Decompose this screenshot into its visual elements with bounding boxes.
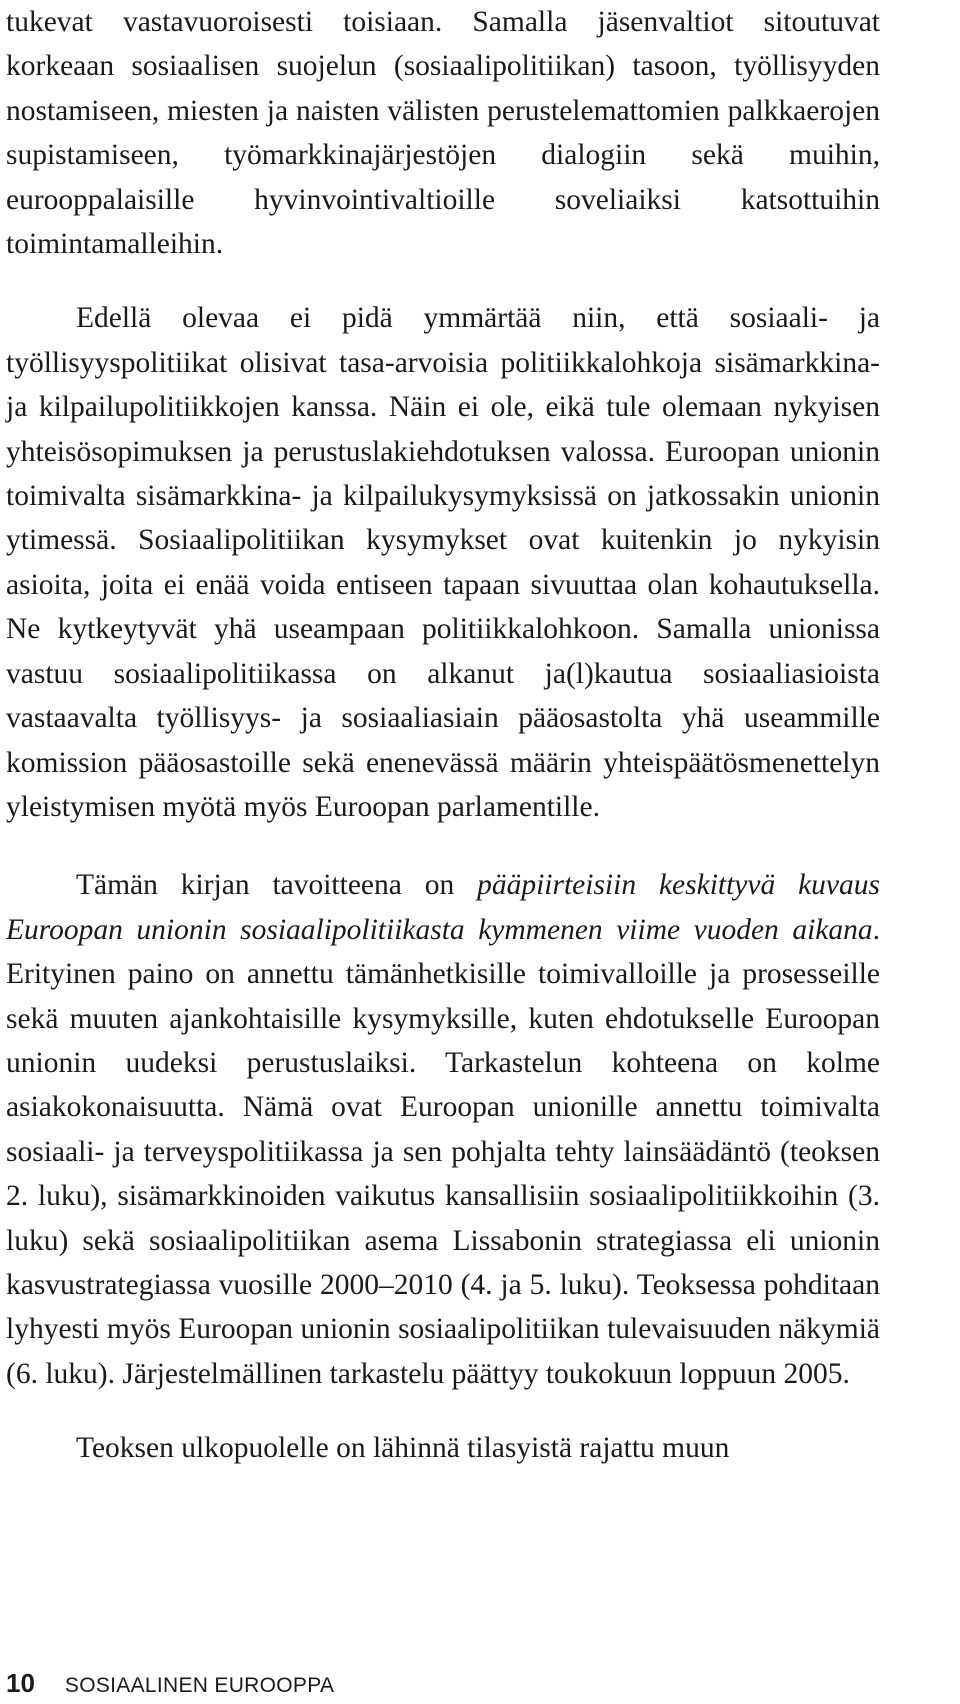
- paragraph-continuation: tukevat vastavuoroisesti toisiaan. Samalla jäsenvaltiot sitoutuvat korkeaan sosiaalisen suojelun (sosiaalipolitiikan) tasoon, työllisyyden nostamiseen, miesten ja naisten välisten perustelemattomien palkkaerojen supistamiseen, työmarkkinajärjestöjen dialogiin sekä muihin, eurooppalaisille hyvinvointivaltioille soveliaiksi katsottuihin toimintamalleihin.: [6, 6, 880, 261]
- page-footer: [6, 1668, 334, 1700]
- book-aim-lead: Tämän kirjan tavoitteena on: [76, 869, 478, 902]
- paragraph-book-aim: [6, 863, 880, 1396]
- book-aim-emphasis: pääpiirteisiin keskittyvä kuvaus Euroopan unionin sosiaalipolitiikasta kymmenen viime vuoden aikana: [6, 869, 881, 946]
- book-aim-rest: . Erityinen paino on annettu tämänhetkisille toimivalloille ja prosesseille sekä muuten ajankohtaisille kysymyksille, kuten ehdotukselle Euroopan unionin uudeksi perustuslaiksi. Tarkastelun kohteena on kolme asiakokonaisuutta. Nämä ovat Euroopan unionille annettu toimivalta sosiaali- ja terveyspolitiikassa ja sen pohjalta tehty lainsäädäntö (teoksen 2. luku), sisämarkkinoiden vaikutus kansallisiin sosiaalipolitiikkoihin (3. luku) sekä sosiaalipolitiikan asema Lissabonin strategiassa eli unionin kasvustrategiassa vuosille 2000–2010 (4. ja 5. luku). Teoksessa pohditaan lyhyesti myös Euroopan unionin sosiaalipolitiikan tulevaisuuden näkymiä (6. luku). Järjestelmällinen tarkastelu päättyy toukokuun loppuun 2005.: [6, 913, 880, 1390]
- paragraph-policy-balance: Edellä olevaa ei pidä ymmärtää niin, että sosiaali- ja työllisyyspolitiikat olisivat tasa-arvoisia politiikkalohkoja sisämarkkina- ja kilpailupolitiikkojen kanssa. Näin ei ole, eikä tule olemaan nykyisen yhteisösopimuksen ja perustuslakiehdotuksen valossa. Euroopan unionin toimivalta sisämarkkina- ja kilpailukysymyksissä on jatkossakin unionin ytimessä. Sosiaalipolitiikan kysymykset ovat kuitenkin jo nykyisin asioita, joita ei enää voida entiseen tapaan sivuuttaa olan kohautuksella. Ne kytkeytyvät yhä useampaan politiikkalohkoon. Samalla unionissa vastuu sosiaalipolitiikassa on alkanut ja(l)kautua sosiaaliasioista vastaavalta työllisyys- ja sosiaaliasiain pääosastolta yhä useammille komission pääosastoille sekä enenevässä määrin yhteispäätösmenettelyn yleistymisen myötä myös Euroopan parlamentille.: [6, 302, 880, 823]
- running-title: SOSIAALINEN EUROOPPA: [64, 1674, 335, 1697]
- paragraph-scope: Teoksen ulkopuolelle on lähinnä tilasyistä rajattu muun: [76, 1432, 730, 1465]
- page-number: 10: [6, 1668, 35, 1698]
- body-text: [6, 0, 880, 1471]
